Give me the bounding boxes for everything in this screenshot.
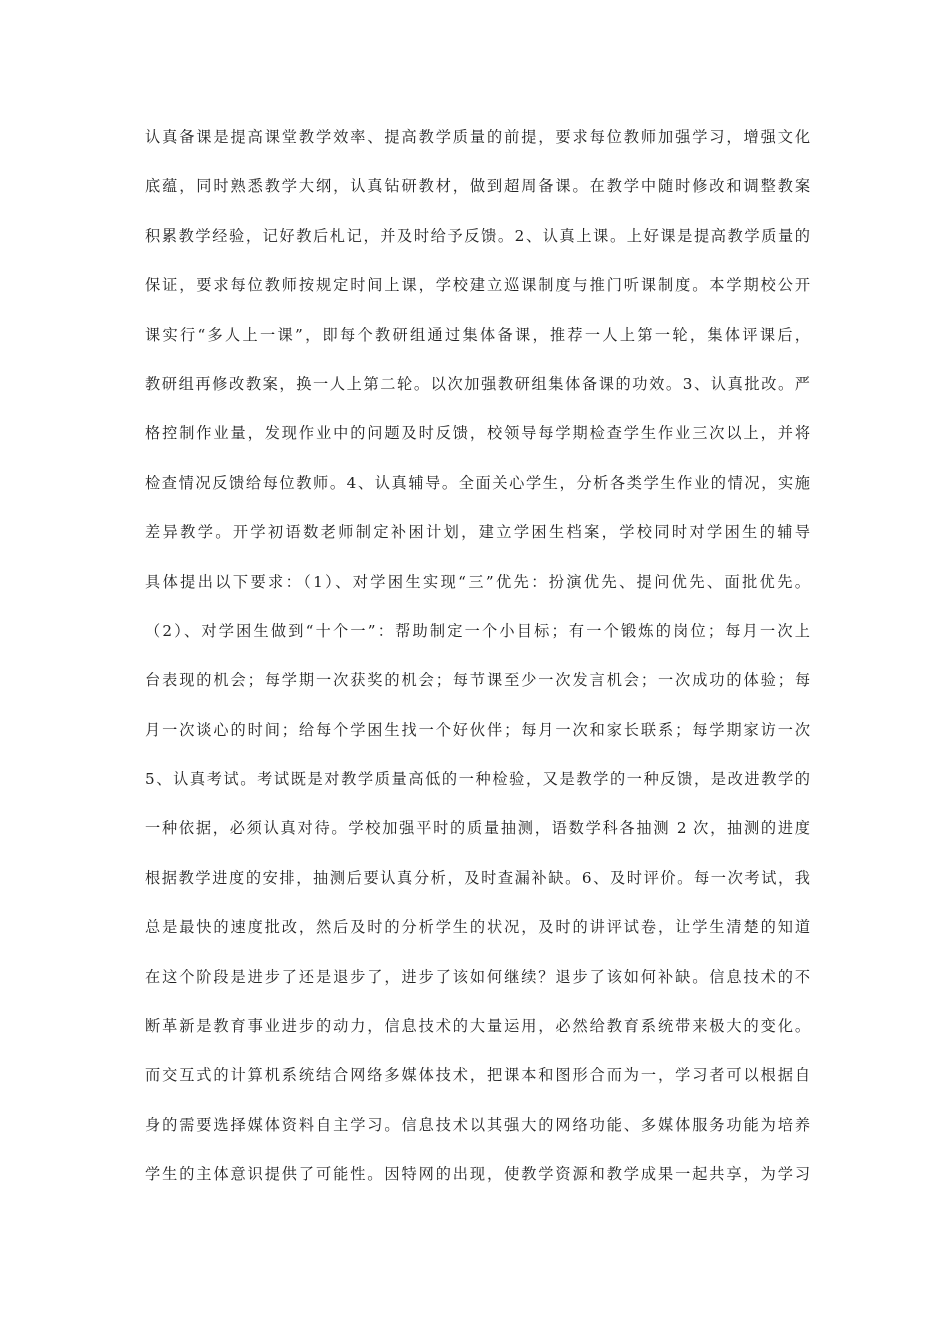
text-line: 课实行“多人上一课”，即每个教研组通过集体备课，推荐一人上第一轮，集体评课后， (145, 325, 810, 344)
text-line: 身的需要选择媒体资料自主学习。信息技术以其强大的网络功能、多媒体服务功能为培养 (145, 1115, 810, 1134)
text-line: 差异教学。开学初语数老师制定补困计划，建立学困生档案，学校同时对学困生的辅导 (145, 523, 810, 542)
text-line: 具体提出以下要求：（1）、对学困生实现“三”优先：扮演优先、提问优先、面批优先。 (145, 572, 810, 591)
text-line: 保证，要求每位教师按规定时间上课，学校建立巡课制度与推门听课制度。本学期校公开 (145, 276, 810, 295)
text-line: 认真备课是提高课堂教学效率、提高教学质量的前提，要求每位教师加强学习，增强文化 (145, 128, 810, 146)
text-line: 台表现的机会；每学期一次获奖的机会；每节课至少一次发言机会；一次成功的体验；每 (145, 671, 810, 690)
text-line: 教研组再修改教案，换一人上第二轮。以次加强教研组集体备课的功效。3、认真批改。严 (145, 374, 810, 393)
text-line: 一种依据，必须认真对待。学校加强平时的质量抽测，语数学科各抽测 2 次，抽测的进度 (145, 819, 810, 838)
text-line: 在这个阶段是进步了还是退步了，进步了该如何继续？退步了该如何补缺。信息技术的不 (145, 967, 810, 986)
text-line: 积累教学经验，记好教后札记，并及时给予反馈。2、认真上课。上好课是提高教学质量的 (145, 226, 810, 245)
text-line: （2）、对学困生做到“十个一”：帮助制定一个小目标；有一个锻炼的岗位；每月一次上 (145, 621, 810, 640)
text-line: 检查情况反馈给每位教师。4、认真辅导。全面关心学生，分析各类学生作业的情况，实施 (145, 473, 810, 492)
text-line: 底蕴，同时熟悉教学大纲，认真钻研教材，做到超周备课。在教学中随时修改和调整教案 (145, 177, 810, 196)
text-line: 5、认真考试。考试既是对教学质量高低的一种检验，又是教学的一种反馈，是改进教学的 (145, 770, 810, 789)
text-line: 根据教学进度的安排，抽测后要认真分析，及时查漏补缺。6、及时评价。每一次考试，我 (145, 868, 810, 887)
text-line: 而交互式的计算机系统结合网络多媒体技术，把课本和图形合而为一，学习者可以根据自 (145, 1066, 810, 1085)
text-line: 总是最快的速度批改，然后及时的分析学生的状况，及时的讲评试卷，让学生清楚的知道 (145, 918, 810, 937)
text-line: 月一次谈心的时间；给每个学困生找一个好伙伴；每月一次和家长联系；每学期家访一次 (145, 720, 810, 739)
text-line: 学生的主体意识提供了可能性。因特网的出现，使教学资源和教学成果一起共享，为学习 (145, 1165, 810, 1184)
text-line: 格控制作业量，发现作业中的问题及时反馈，校领导每学期检查学生作业三次以上，并将 (145, 424, 810, 443)
body-text (145, 121, 810, 1208)
text-line: 断革新是教育事业进步的动力，信息技术的大量运用，必然给教育系统带来极大的变化。 (145, 1017, 810, 1036)
